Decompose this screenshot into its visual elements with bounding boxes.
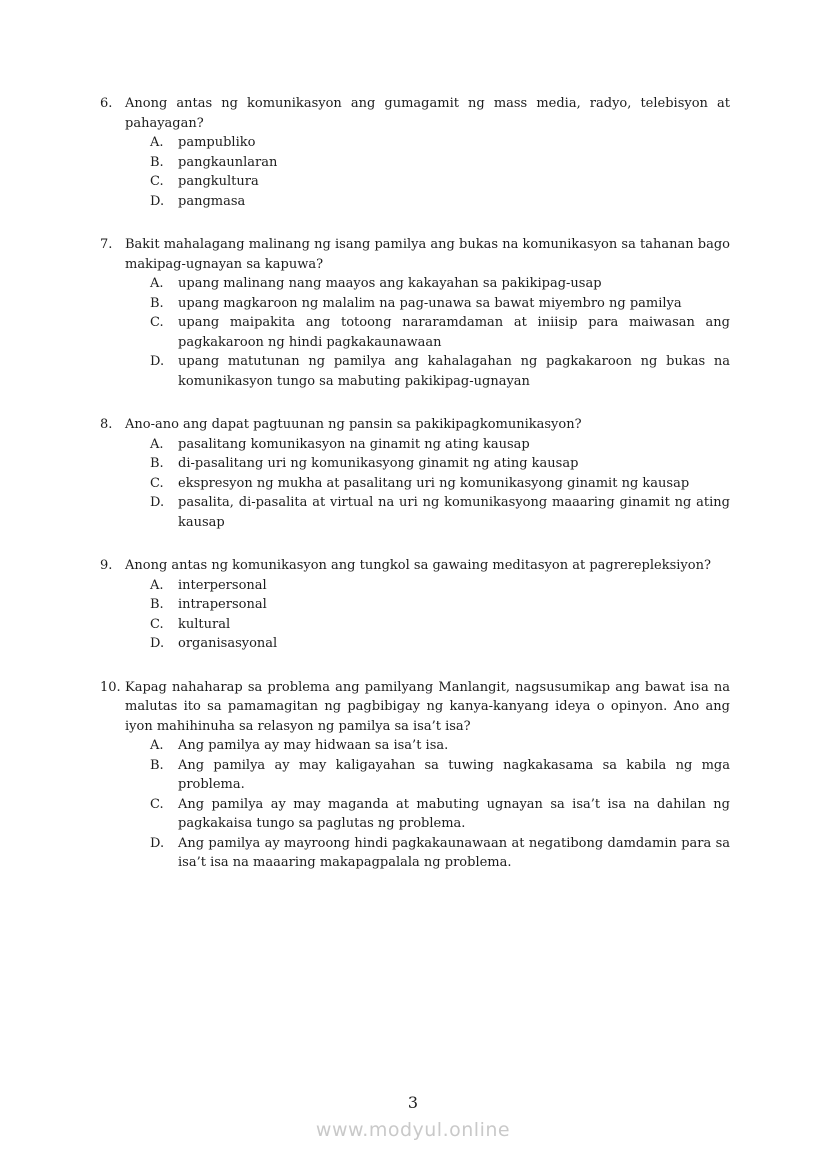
option-letter: C. [150,475,164,491]
option-letter: B. [150,456,164,471]
option-row [150,493,730,532]
question-7 [100,235,730,391]
option-text: upang maipakita ang totoong nararamdaman at iniisip para maiwasan ang pagkakaroon ng hindi pagkakaunawaan [178,315,730,350]
option-row [150,172,730,192]
option-letter: D. [150,495,165,510]
option-letter: D. [150,835,165,851]
question-number: 9. [100,558,113,573]
option-text: pasalita, di-pasalita at virtual na uri ng komunikasyong maaaring ginamit ng ating kausap [178,495,730,530]
option-text: kultural [178,616,231,632]
option-letter: D. [150,193,165,209]
option-letter: B. [150,295,164,311]
option-row [150,294,730,314]
option-row [150,634,730,654]
option-letter: A. [150,577,164,593]
option-row [150,133,730,153]
option-text: pampubliko [178,135,256,150]
option-row [150,834,730,873]
question-number: 8. [100,417,113,432]
option-row [150,454,730,474]
option-letter: B. [150,757,164,773]
option-row [150,576,730,596]
option-text: Ang pamilya ay may maganda at mabuting ugnayan sa isa’t isa na dahilan ng pagkakaisa tungo sa paglutas ng problema. [178,796,730,831]
question-text: Anong antas ng komunikasyon ang tungkol sa gawaing meditasyon at pagrerepleksiyon? [125,558,711,573]
question-number: 10. [100,679,121,695]
quiz-content [100,94,730,897]
question-text: Ano-ano ang dapat pagtuunan ng pansin sa pakikipagkomunikasyon? [125,417,582,432]
question-8-options [150,435,730,533]
question-number: 7. [100,237,113,252]
option-row [150,274,730,294]
option-letter: D. [150,636,165,651]
option-text: pangmasa [178,193,246,209]
option-text: pangkultura [178,174,259,189]
option-row [150,352,730,391]
question-10-options [150,736,730,873]
question-10 [100,678,730,873]
option-row [150,795,730,834]
option-text: Ang pamilya ay mayroong hindi pagkakaunawaan at negatibong damdamin para sa isa’t isa na maaaring makapagpalala ng problema. [178,835,730,870]
option-text: ekspresyon ng mukha at pasalitang uri ng komunikasyong ginamit ng kausap [178,475,690,491]
option-letter: A. [150,436,164,452]
option-text: pasalitang komunikasyon na ginamit ng ating kausap [178,436,530,452]
page-number: 3 [407,1093,419,1112]
question-9-options [150,576,730,654]
question-6 [100,94,730,211]
watermark-text: www.modyul.online [315,1119,511,1141]
option-row [150,474,730,494]
option-text: upang malinang nang maayos ang kakayahan sa pakikipag-usap [178,276,602,291]
question-number: 6. [100,96,113,111]
option-text: upang matutunan ng pamilya ang kahalagahan ng pagkakaroon ng bukas na komunikasyon tungo sa mabuting pakikipag-ugnayan [178,354,730,389]
question-7-options [150,274,730,391]
option-text: upang magkaroon ng malalim na pag-unawa sa bawat miyembro ng pamilya [178,295,682,311]
option-row [150,192,730,212]
question-text: Anong antas ng komunikasyon ang gumagamit ng mass media, radyo, telebisyon at pahayagan? [125,96,730,131]
option-letter: A. [150,276,164,291]
option-letter: C. [150,315,164,330]
option-text: di-pasalitang uri ng komunikasyong ginamit ng ating kausap [178,456,579,471]
question-6-options [150,133,730,211]
option-letter: A. [150,135,164,150]
option-row [150,595,730,615]
option-letter: C. [150,616,164,632]
question-8 [100,415,730,532]
option-letter: D. [150,354,165,369]
option-letter: B. [150,597,164,612]
option-letter: C. [150,796,164,812]
option-row [150,756,730,795]
option-text: interpersonal [178,577,267,593]
page-footer [0,1093,826,1141]
option-row [150,736,730,756]
option-letter: B. [150,154,164,170]
option-row [150,615,730,635]
option-text: pangkaunlaran [178,154,278,170]
option-letter: C. [150,174,164,189]
option-row [150,153,730,173]
option-text: intrapersonal [178,597,267,612]
question-text: Bakit mahalagang malinang ng isang pamilya ang bukas na komunikasyon sa tahanan bago makipag-ugnayan sa kapuwa? [125,237,730,272]
option-row [150,313,730,352]
option-letter: A. [150,738,164,753]
question-text: Kapag nahaharap sa problema ang pamilyang Manlangit, nagsusumikap ang bawat isa na malutas ito sa pamamagitan ng pagbibigay ng kanya-kanyang ideya o opinyon. Ano ang iyon mahihinuha sa relasyon ng pamilya sa isa’t isa? [125,679,730,734]
option-text: organisasyonal [178,636,278,651]
question-9 [100,556,730,654]
option-text: Ang pamilya ay may hidwaan sa isa’t isa. [178,738,449,753]
option-row [150,435,730,455]
option-text: Ang pamilya ay may kaligayahan sa tuwing nagkakasama sa kabila ng mga problema. [178,757,730,792]
